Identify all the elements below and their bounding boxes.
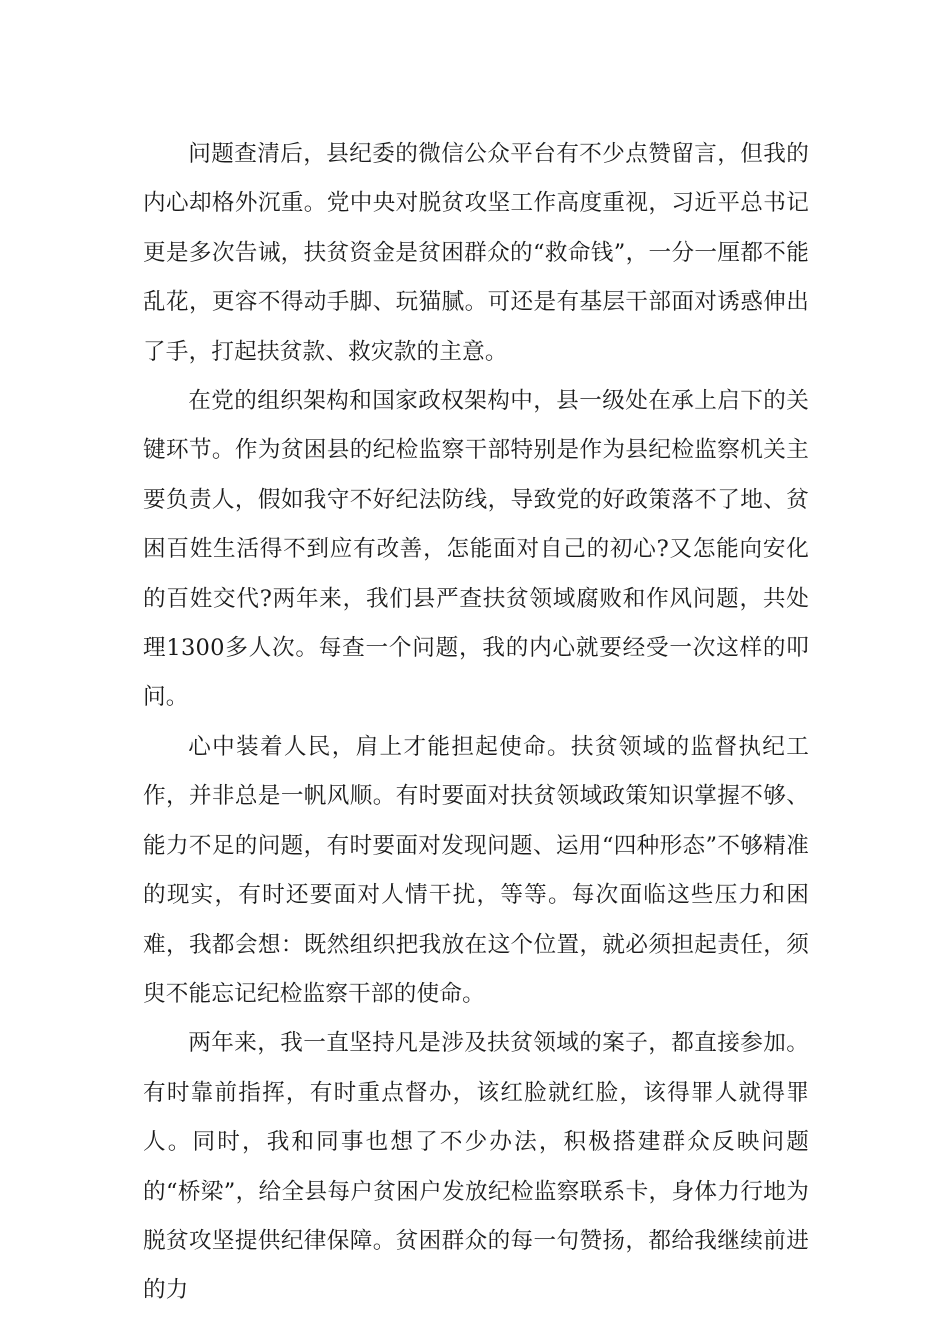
paragraph-2: 在党的组织架构和国家政权架构中，县一级处在承上启下的关键环节。作为贫困县的纪检监察干部特别是作为县纪检监察机关主要负责人，假如我守不好纪法防线，导致党的好政策落不了地、贫困百姓生活得不到应有改善，怎能面对自己的初心?又怎能向安化的百姓交代?两年来，我们县严查扶贫领域腐败和作风问题，共处理1300多人次。每查一个问题，我的内心就要经受一次这样的叩问。 bbox=[143, 388, 809, 711]
paragraph-4: 两年来，我一直坚持凡是涉及扶贫领域的案子，都直接参加。有时靠前指挥，有时重点督办，该红脸就红脸，该得罪人就得罪人。同时，我和同事也想了不少办法，积极搭建群众反映问题的“桥梁”，给全县每户贫困户发放纪检监察联系卡，身体力行地为脱贫攻坚提供纪律保障。贫困群众的每一句赞扬，都给我继续前进的力 bbox=[143, 1030, 809, 1304]
paragraph-3: 心中装着人民，肩上才能担起使命。扶贫领域的监督执纪工作，并非总是一帆风顺。有时要面对扶贫领域政策知识掌握不够、能力不足的问题，有时要面对发现问题、运用“四种形态”不够精准的现实，有时还要面对人情干扰，等等。每次面临这些压力和困难，我都会想：既然组织把我放在这个位置，就必须担起责任，须臾不能忘记纪检监察干部的使命。 bbox=[143, 733, 809, 1007]
document-body bbox=[143, 130, 809, 1316]
paragraph-1: 问题查清后，县纪委的微信公众平台有不少点赞留言，但我的内心却格外沉重。党中央对脱贫攻坚工作高度重视，习近平总书记更是多次告诫，扶贫资金是贫困群众的“救命钱”，一分一厘都不能乱花，更容不得动手脚、玩猫腻。可还是有基层干部面对诱惑伸出了手，打起扶贫款、救灾款的主意。 bbox=[143, 141, 809, 365]
